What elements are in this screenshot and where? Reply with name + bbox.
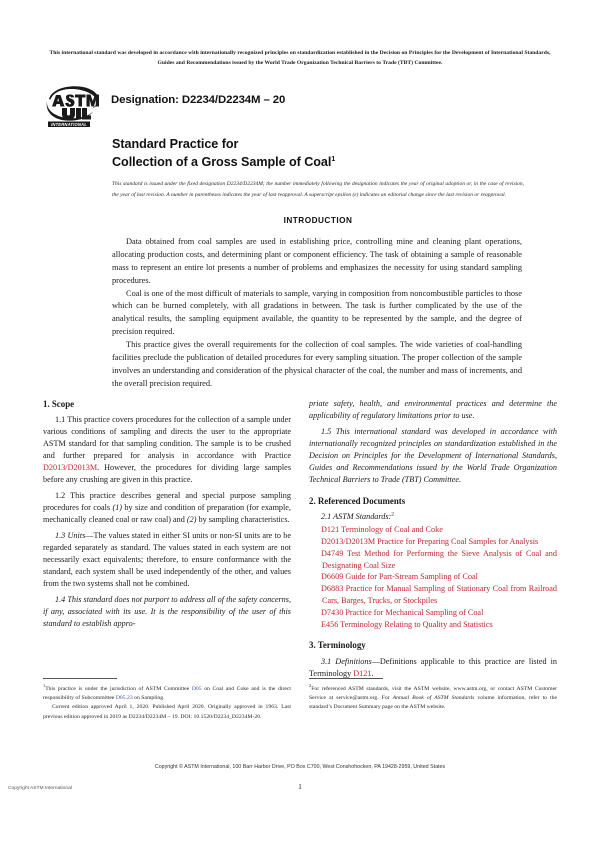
link-d121[interactable]: D121 <box>353 668 372 678</box>
astm-logo-icon <box>44 84 102 128</box>
paragraph-1-3-text: —The values stated in either SI units or non-SI units are to be regarded separately as standard. The values stated in each system are not necessarily exact equivalents; therefore, to ensure conformance with the standard, each system shall be used independently of the other, and values from the two systems shall not be combined. <box>43 531 291 589</box>
paragraph-3-1-label: 3.1 Definitions <box>321 656 372 666</box>
title-line-1: Standard Practice for <box>112 137 239 151</box>
paragraph-3-1-end: . <box>371 668 374 678</box>
footnote-divider <box>309 678 383 679</box>
issuance-note: This standard is issued under the fixed designation D2234/D2234M; the number immediately following the designation indicates the year of original adoption or, in the case of revision, the year of last revision. A number in parentheses indicates the year of last reapproval. A superscript epsilon (ε) indicates an editorial change since the last revision or reapproval. <box>112 181 524 198</box>
svg-text:INTERNATIONAL: INTERNATIONAL <box>51 121 87 127</box>
section-heading-scope: 1. Scope <box>43 399 75 409</box>
footnote-2-text <box>309 685 557 713</box>
footnote-left <box>43 678 291 722</box>
reference-item[interactable]: D6609 Guide for Part-Stream Sampling of Coal <box>321 572 478 582</box>
footnote-1-line-1 <box>43 685 291 703</box>
footnote-1-text-c: on Sampling. <box>132 695 165 702</box>
paragraph-1-2-text-a: 1.2 This practice describes general and special purpose sampling procedures for coals <box>43 491 291 513</box>
footnote-1-text-b: on Coal and Coke and is the direct responsibility of Subcommittee <box>43 686 291 702</box>
copyright-line: Copyright © ASTM International, 100 Barr Harbor Drive, PO Box C700, West Conshohocken, PA 19428-2959, United States <box>154 764 446 770</box>
column-right <box>309 398 557 684</box>
paragraph-1-2 <box>43 490 291 526</box>
column-left <box>43 398 291 634</box>
footnote-2-text-b: volume information, refer to the standard’s Document Summary page on the ASTM website. <box>309 695 558 711</box>
title-main-text: Collection of a Gross Sample of Coal <box>112 154 332 169</box>
reference-item[interactable]: E456 Terminology Relating to Quality and Statistics <box>321 619 493 629</box>
footnote-2-text-italic: Annual Book of ASTM Standards <box>392 695 475 702</box>
footnote-2-text-a: For referenced ASTM standards, visit the ASTM website, www.astm.org, or contact ASTM Customer Service at service@astm.org. For <box>309 686 557 702</box>
link-d05[interactable]: D05 <box>191 686 202 692</box>
footnote-1-text-a: This practice is under the jurisdiction of ASTM Committee <box>45 686 192 692</box>
paragraph-1-3-label: 1.3 Units <box>55 531 86 541</box>
footnote-right <box>309 678 557 713</box>
paragraph-1-2-text-b: by size and condition of preparation (for example, mechanically cleaned coal or raw coal) and <box>43 503 291 525</box>
paragraph-1-2-text-c: by sampling characteristics. <box>196 515 290 525</box>
reference-item[interactable]: D2013/D2013M Practice for Preparing Coal Samples for Analysis <box>321 536 539 546</box>
footnote-1-marker: 1 <box>43 683 46 689</box>
reference-item[interactable]: D7430 Practice for Mechanical Sampling of Coal <box>321 607 484 617</box>
referenced-standards-lead <box>309 511 557 523</box>
footnote-divider <box>43 678 117 679</box>
paragraph-1-1-text-a: 1.1 This practice covers procedures for the collection of a sample under various conditions of sampling and directs the user to the appropriate ASTM standard for that sampling condition. The sample is to be crushed and further prepared for analysis in accordance with Practice <box>43 415 291 461</box>
reference-item[interactable]: D6883 Practice for Manual Sampling of Stationary Coal from Railroad Cars, Barges, Trucks, or Stockpiles <box>321 584 557 606</box>
page-title <box>112 136 558 172</box>
reference-item[interactable]: D4749 Test Method for Performing the Sieve Analysis of Coal and Designating Coal Size <box>321 548 557 570</box>
footnote-1-line-2: Current edition approved April 1, 2020. Published April 2020. Originally approved in 1963. Last previous edition approved in 2019 as D2234/D2234M – 19. DOI: 10.1520/D2234_D2234M-20. <box>43 704 291 720</box>
document-header <box>44 84 556 130</box>
introduction-heading: INTRODUCTION <box>283 216 353 225</box>
paragraph-3-1-text: —Definitions applicable to this practice are listed in Terminology <box>309 656 557 678</box>
footnote-2-marker: 2 <box>309 683 312 689</box>
link-d05-23[interactable]: D05.23 <box>115 695 133 702</box>
paragraph-1-1 <box>43 414 291 486</box>
section-heading-referenced-documents: 2. Referenced Documents <box>309 496 406 507</box>
paragraph-1-2-item-2: (2) <box>186 515 197 525</box>
introduction-paragraph: This practice gives the overall requirements for the collection of coal samples. The wide varieties of coal-handling facilities preclude the publication of detailed procedures for every sampling situation. The proper collection of the sample involves an understanding and consideration of the physical character of the coal, the number and mass of increments, and the overall precision required. <box>112 340 522 388</box>
reference-item[interactable]: D121 Terminology of Coal and Coke <box>321 525 443 535</box>
paragraph-1-4: 1.4 This standard does not purport to address all of the safety concerns, if any, associated with its use. It is the responsibility of the user of this standard to establish appro- <box>43 595 291 629</box>
page-number: 1 <box>298 782 302 791</box>
paragraph-3-1 <box>309 656 557 680</box>
title-footnote-marker: 1 <box>331 155 336 163</box>
title-line-2 <box>112 154 558 172</box>
section-heading-terminology: 3. Terminology <box>309 640 366 651</box>
paragraph-1-1-text-b: . However, the procedures for dividing large samples before any crushing are given in this practice. <box>43 463 291 485</box>
copyright-watermark: Copyright ASTM International <box>8 786 72 791</box>
link-d2013[interactable]: D2013/D2013M <box>43 463 98 473</box>
referenced-standards-footnote-marker: 2 <box>391 511 395 518</box>
paragraph-1-2-item-1: (1) <box>112 503 123 513</box>
wto-banner: This international standard was developed in accordance with internationally recognized principles on standardization established in the Decision on Principles for the Development of International Standards, Guides and Recommendations issued by the World Trade Organization Technical Barriers to Trade (TBT) Committee. <box>49 50 551 66</box>
introduction-paragraph: Data obtained from coal samples are used in establishing price, controlling mine and cleaning plant operations, allocating production costs, and determining plant or component efficiency. The task of obtaining a sample of reasonable mass to represent an entire lot presents a number of problems and emphasizes the necessity for using standard sampling procedures. <box>112 237 522 285</box>
referenced-standards-lead-text: 2.1 ASTM Standards: <box>321 512 392 522</box>
paragraph-1-3 <box>43 530 291 590</box>
introduction-paragraph: Coal is one of the most difficult of materials to sample, varying in composition from noncombustible particles to those which can be burned completely, with all gradations in between. The task is further complicated by the use of the analytical results, the sampling equipment available, the quantity to be represented by the sample, and the degree of precision required. <box>112 288 522 337</box>
paragraph-1-4-continued: priate safety, health, and environmental practices and determine the applicability of regulatory limitations prior to use. <box>309 399 557 421</box>
designation-label: Designation: D2234/D2234M – 20 <box>111 94 286 106</box>
paragraph-1-5: 1.5 This international standard was developed in accordance with internationally recognized principles on standardization established in the Decision on Principles for the Development of International Standards, Guides and Recommendations issued by the World Trade Organization Technical Barriers to Trade (TBT) Committee. <box>309 427 557 485</box>
introduction-body <box>112 236 522 391</box>
